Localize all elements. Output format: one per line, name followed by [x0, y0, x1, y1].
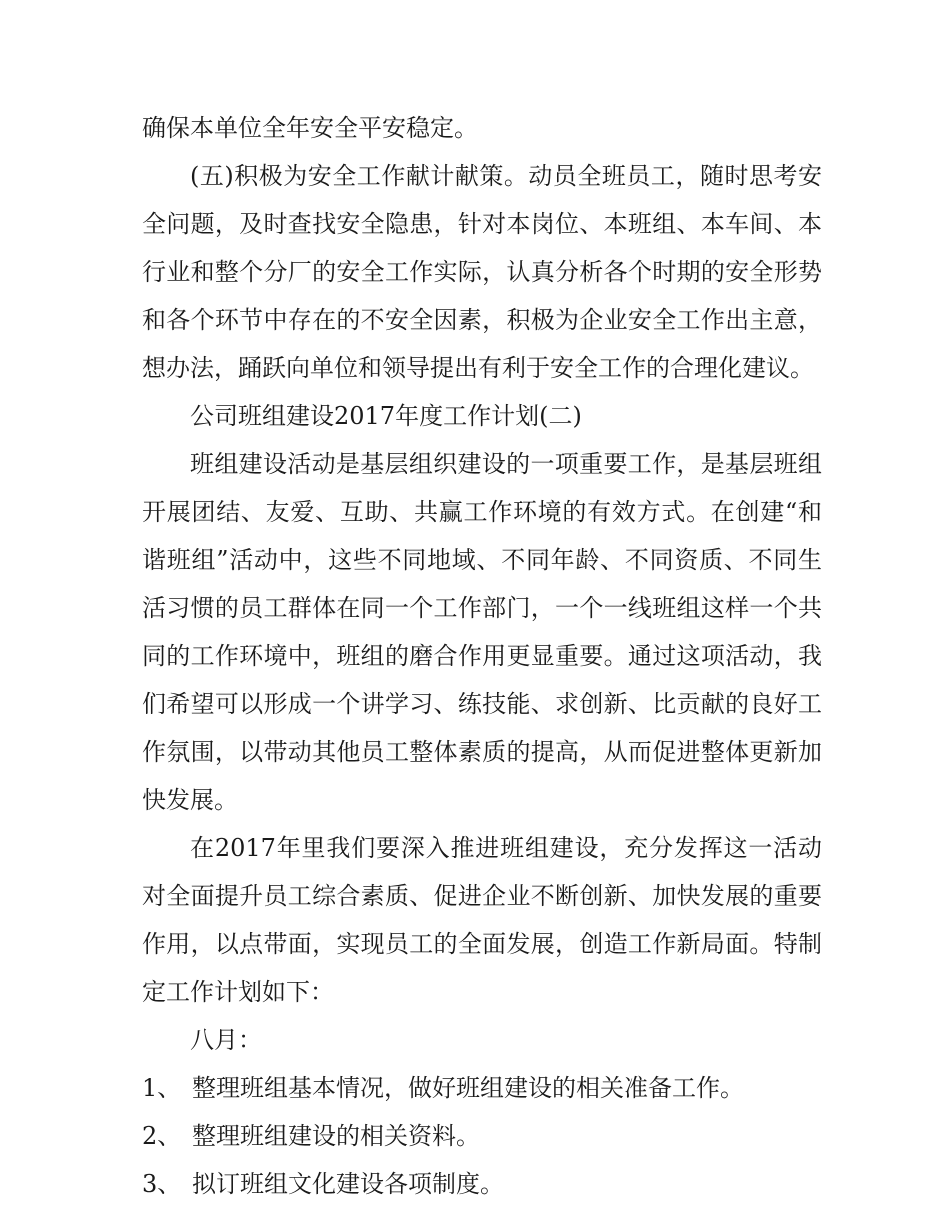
- paragraph-team-building: 班组建设活动是基层组织建设的一项重要工作，是基层班组开展团结、友爱、互助、共赢工作环境的有效方式。在创建“和谐班组”活动中，这些不同地域、不同年龄、不同资质、不同生活习惯的员工群体在同一个工作部门，一个一线班组这样一个共同的工作环境中，班组的磨合作用更显重要。通过这项活动，我们希望可以形成一个讲学习、练技能、求创新、比贡献的良好工作氛围，以带动其他员工整体素质的提高，从而促进整体更新加快发展。: [142, 450, 822, 814]
- list-item-text: 整理班组建设的相关资料。: [192, 1122, 480, 1150]
- month-heading: 八月：: [190, 1026, 262, 1054]
- list-item-text: 拟订班组文化建设各项制度。: [192, 1170, 504, 1198]
- list-item-number: 2、: [142, 1122, 182, 1150]
- list-item-number: 1、: [142, 1074, 182, 1102]
- list-item: [142, 1064, 822, 1112]
- list-item: [142, 1112, 822, 1160]
- section-heading: 公司班组建设2017年度工作计划(二): [190, 402, 582, 430]
- paragraph-continuation: 确保本单位全年安全平安稳定。: [142, 114, 478, 142]
- document-body: [142, 104, 822, 1208]
- paragraph-plan-intro: 在2017年里我们要深入推进班组建设，充分发挥这一活动对全面提升员工综合素质、促进企业不断创新、加快发展的重要作用，以点带面，实现员工的全面发展，创造工作新局面。特制定工作计划如下：: [142, 834, 822, 1006]
- paragraph-safety-suggestions: (五)积极为安全工作献计献策。动员全班员工，随时思考安全问题，及时查找安全隐患，针对本岗位、本班组、本车间、本行业和整个分厂的安全工作实际，认真分析各个时期的安全形势和各个环节中存在的不安全因素，积极为企业安全工作出主意，想办法，踊跃向单位和领导提出有利于安全工作的合理化建议。: [142, 162, 822, 382]
- list-item-number: 3、: [142, 1170, 182, 1198]
- list-item-text: 整理班组基本情况，做好班组建设的相关准备工作。: [192, 1074, 744, 1102]
- list-item: [142, 1160, 822, 1208]
